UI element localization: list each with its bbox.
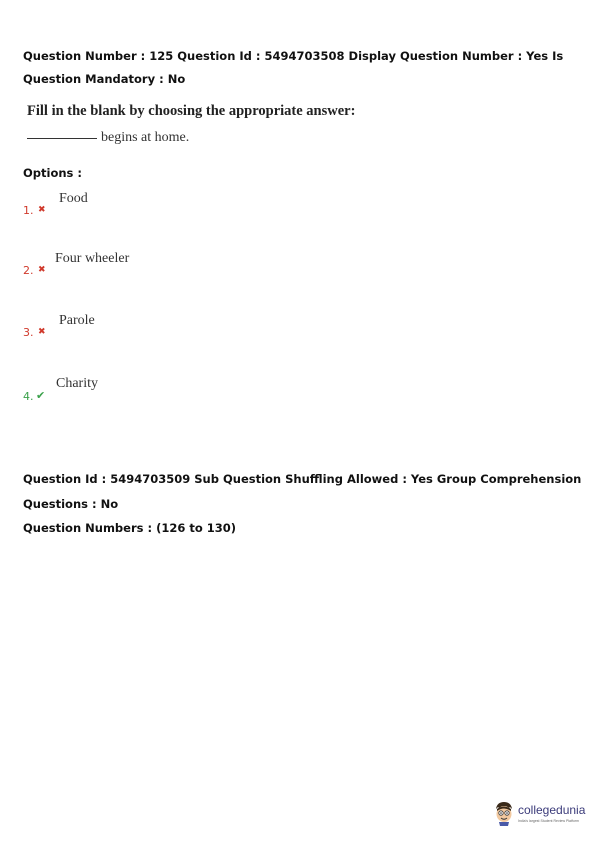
blank-line bbox=[27, 138, 97, 139]
option-number: 1. bbox=[23, 204, 34, 217]
options-label: Options : bbox=[23, 166, 82, 180]
cross-icon: ✖ bbox=[38, 265, 46, 275]
cross-icon: ✖ bbox=[38, 205, 46, 215]
brand-tagline: India's largest Student Review Platform bbox=[518, 819, 579, 823]
group-info-line: Question Numbers : (126 to 130) bbox=[23, 521, 237, 535]
mascot-icon bbox=[493, 800, 515, 826]
brand-name: collegedunia bbox=[518, 803, 586, 817]
sentence-tail: begins at home. bbox=[101, 130, 190, 145]
question-instruction: Fill in the blank by choosing the appropriate answer: bbox=[27, 103, 356, 119]
option-text: Charity bbox=[56, 376, 98, 391]
option-text: Parole bbox=[59, 313, 95, 328]
option-number: 2. bbox=[23, 264, 34, 277]
option-text: Four wheeler bbox=[55, 251, 130, 266]
question-sentence bbox=[27, 130, 189, 146]
option-number: 3. bbox=[23, 326, 34, 339]
option-text: Food bbox=[59, 191, 88, 206]
option-number: 4. bbox=[23, 390, 34, 403]
check-icon: ✔ bbox=[36, 389, 46, 402]
cross-icon: ✖ bbox=[38, 327, 46, 337]
group-question-info bbox=[23, 467, 583, 541]
group-info-line: Questions : No bbox=[23, 496, 119, 511]
question-header: Question Number : 125 Question Id : 5494703508 Display Question Number : Yes Is Question Mandatory : No bbox=[23, 49, 564, 86]
group-info-line: Question Id : 5494703509 Sub Question Shuffling Allowed : Yes Group Comprehension bbox=[23, 472, 582, 486]
collegedunia-logo bbox=[493, 800, 588, 832]
